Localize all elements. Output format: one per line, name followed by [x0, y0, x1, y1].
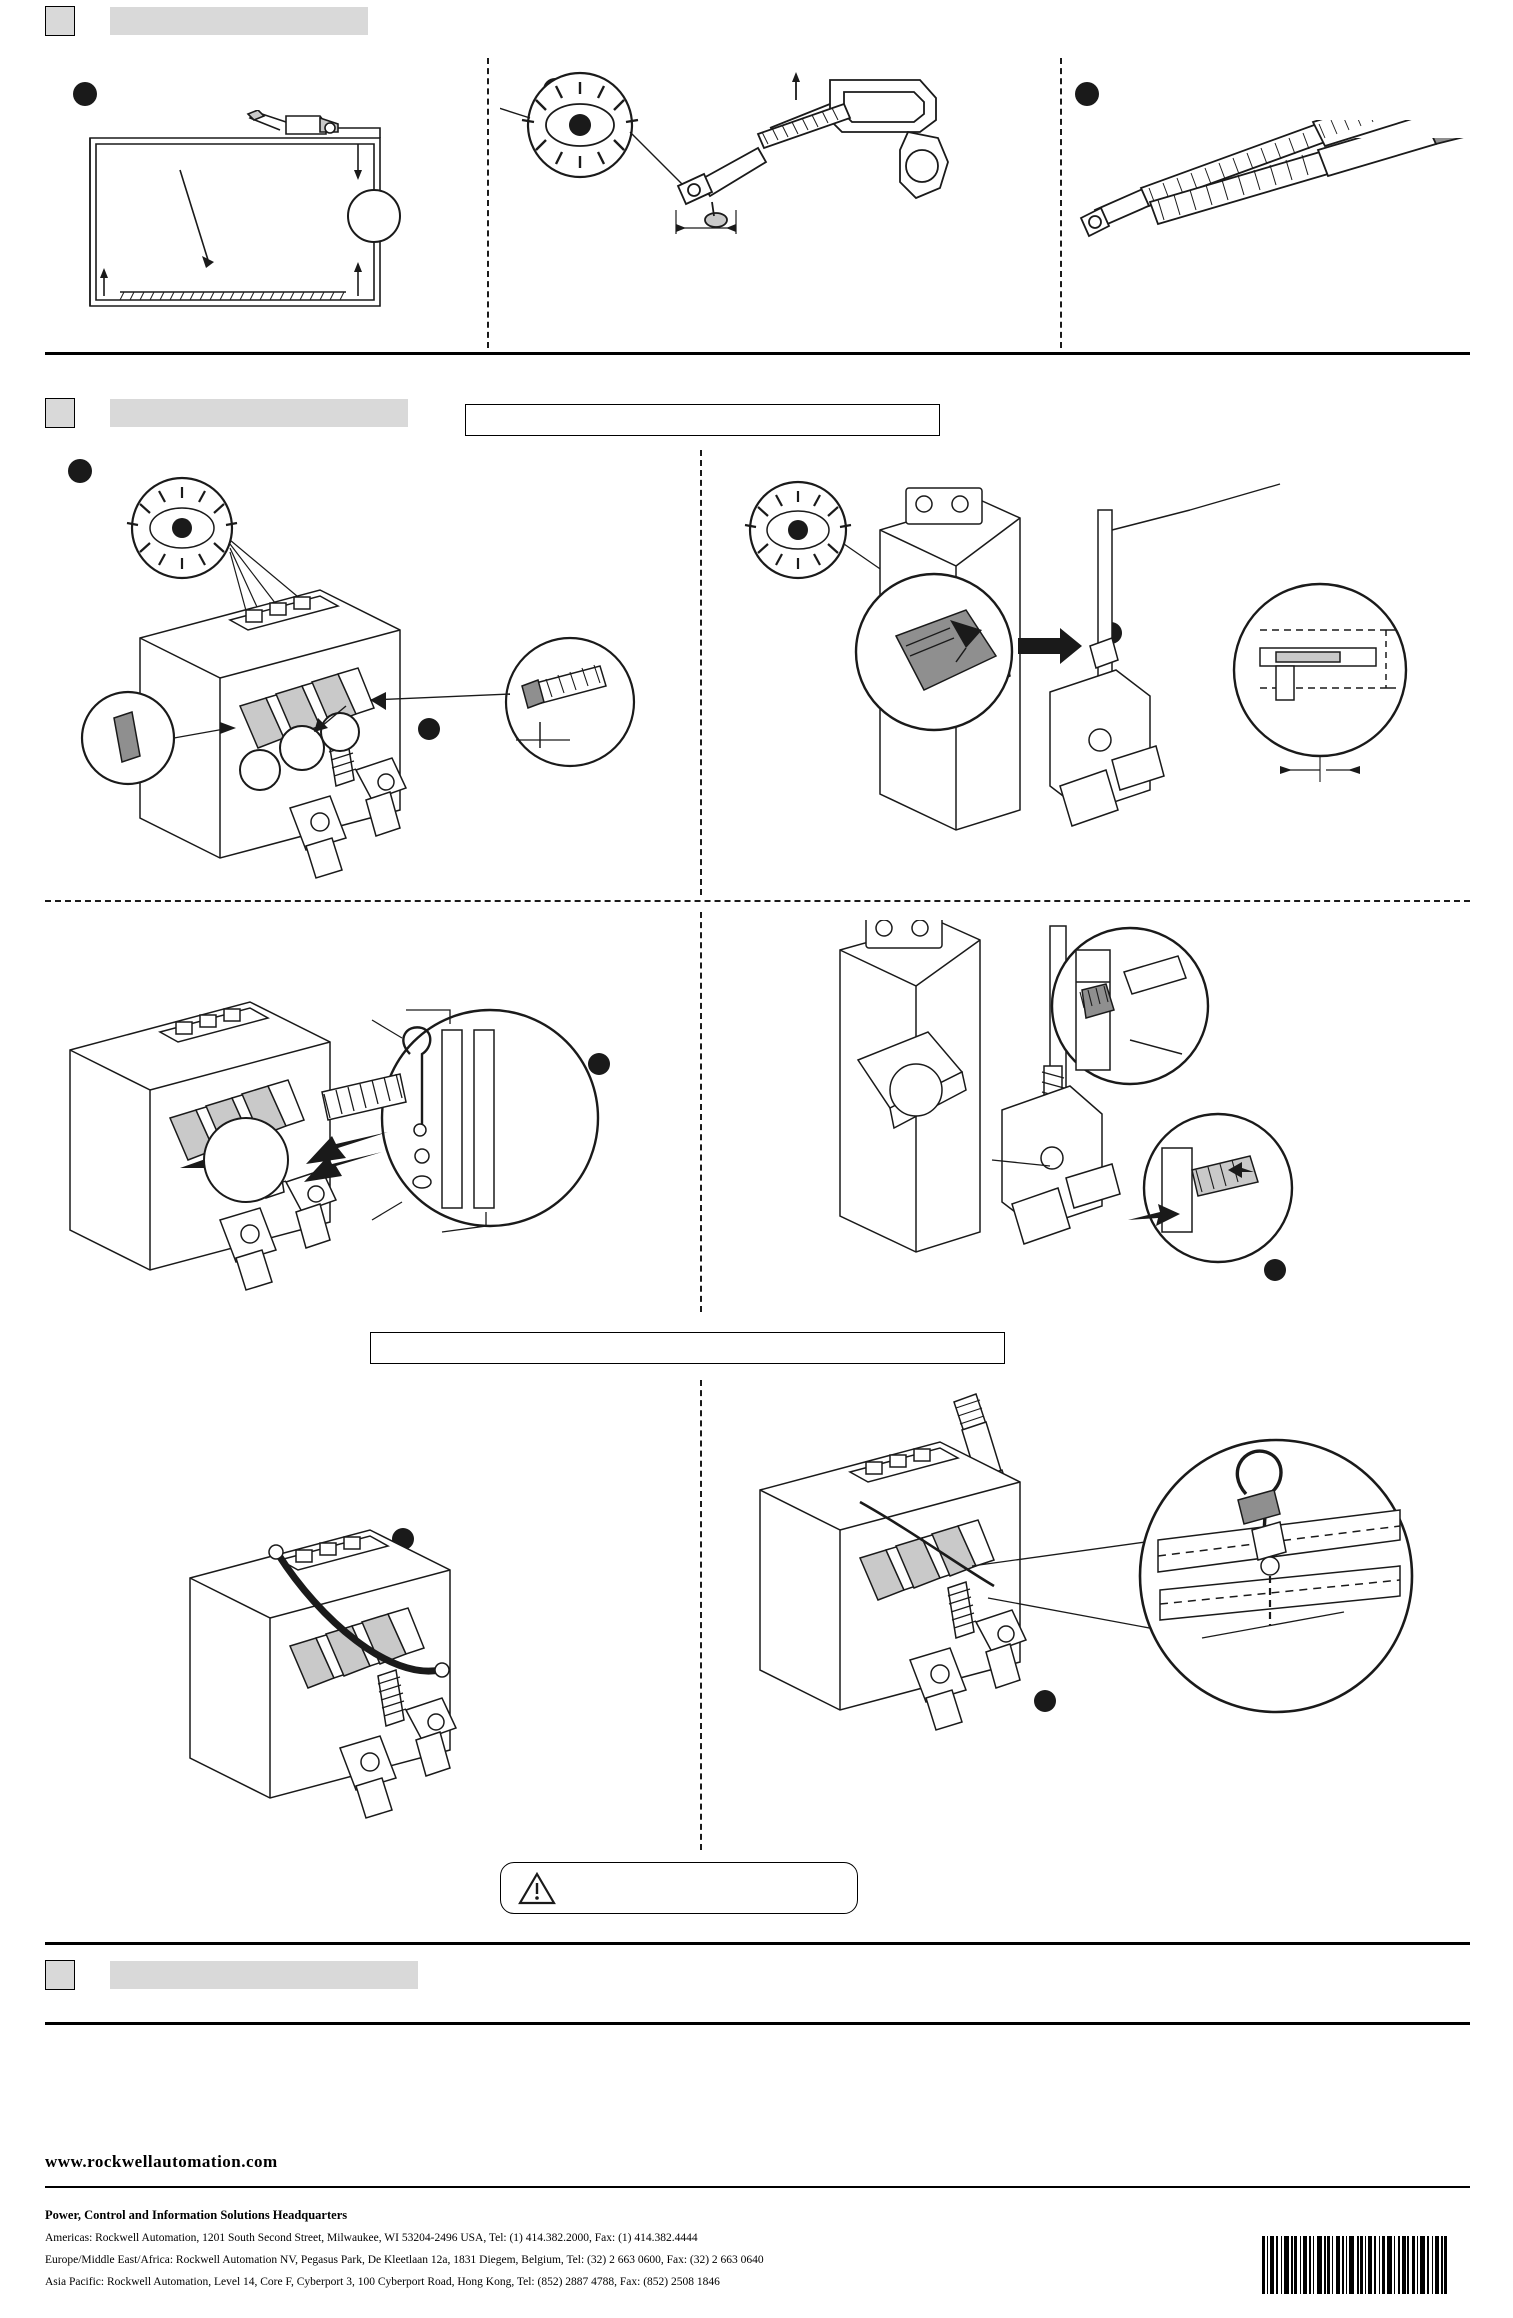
eye-detail-and-file-tool-figure [500, 70, 1060, 330]
row2-bottom-divider [45, 900, 1470, 902]
section-2-title-bar [110, 399, 408, 427]
section-number-3 [45, 1960, 75, 1990]
switch-pin-install-figure [50, 920, 700, 1300]
footer-line-americas: Americas: Rockwell Automation, 1201 South Second Street, Milwaukee, WI 53204-2496 USA, Tel: (1) 414.382.2000, Fax: (1) 414.382.4444 [45, 2232, 698, 2244]
row4-divider [700, 1380, 702, 1850]
switch-spring-detail-figure [730, 920, 1450, 1310]
footer-headquarters-heading: Power, Control and Information Solutions Headquarters [45, 2208, 348, 2222]
section-number-2 [45, 398, 75, 428]
footer-line-emea: Europe/Middle East/Africa: Rockwell Automation NV, Pegasus Park, De Kleetlaan 12a, 1831 Diegem, Belgium, Tel: (32) 2 663 0600, Fax: (32) 2 663 0640 [45, 2254, 764, 2266]
callout-box-1 [465, 404, 940, 436]
row3-divider [700, 912, 702, 1312]
file-tool-blade-figure [1140, 138, 1500, 268]
callout-box-2 [370, 1332, 1005, 1364]
warning-triangle-icon [518, 1872, 556, 1906]
section-2-bottom-rule [45, 1942, 1470, 1945]
step-bullet-1 [73, 82, 97, 106]
step-bullet-3 [1075, 82, 1099, 106]
switch-cable-route-figure [160, 1470, 700, 1830]
switch-shaft-coupling-figure [740, 1390, 1460, 1830]
section-3-title-bar [110, 1961, 418, 1989]
row1-divider-left [487, 58, 489, 348]
section-1-bottom-rule [45, 352, 1470, 355]
enclosure-panel-figure [80, 110, 420, 330]
footer-line-apac: Asia Pacific: Rockwell Automation, Level 14, Core F, Cyberport 3, 100 Cyberport Road, Hong Kong, Tel: (852) 2887 4788, Fax: (852) 2508 1846 [45, 2276, 720, 2288]
row1-divider-right [1060, 58, 1062, 348]
barcode [1262, 2236, 1470, 2294]
section-1-title-bar [110, 7, 368, 35]
disconnect-switch-front-figure [70, 470, 690, 890]
footer-rule [45, 2186, 1470, 2188]
section-number-1-label [50, 11, 80, 31]
disconnect-switch-side-figure [720, 470, 1460, 890]
section-3-bottom-rule [45, 2022, 1470, 2025]
footer-website-url[interactable]: www.rockwellautomation.com [45, 2152, 278, 2171]
row2-divider [700, 450, 702, 895]
